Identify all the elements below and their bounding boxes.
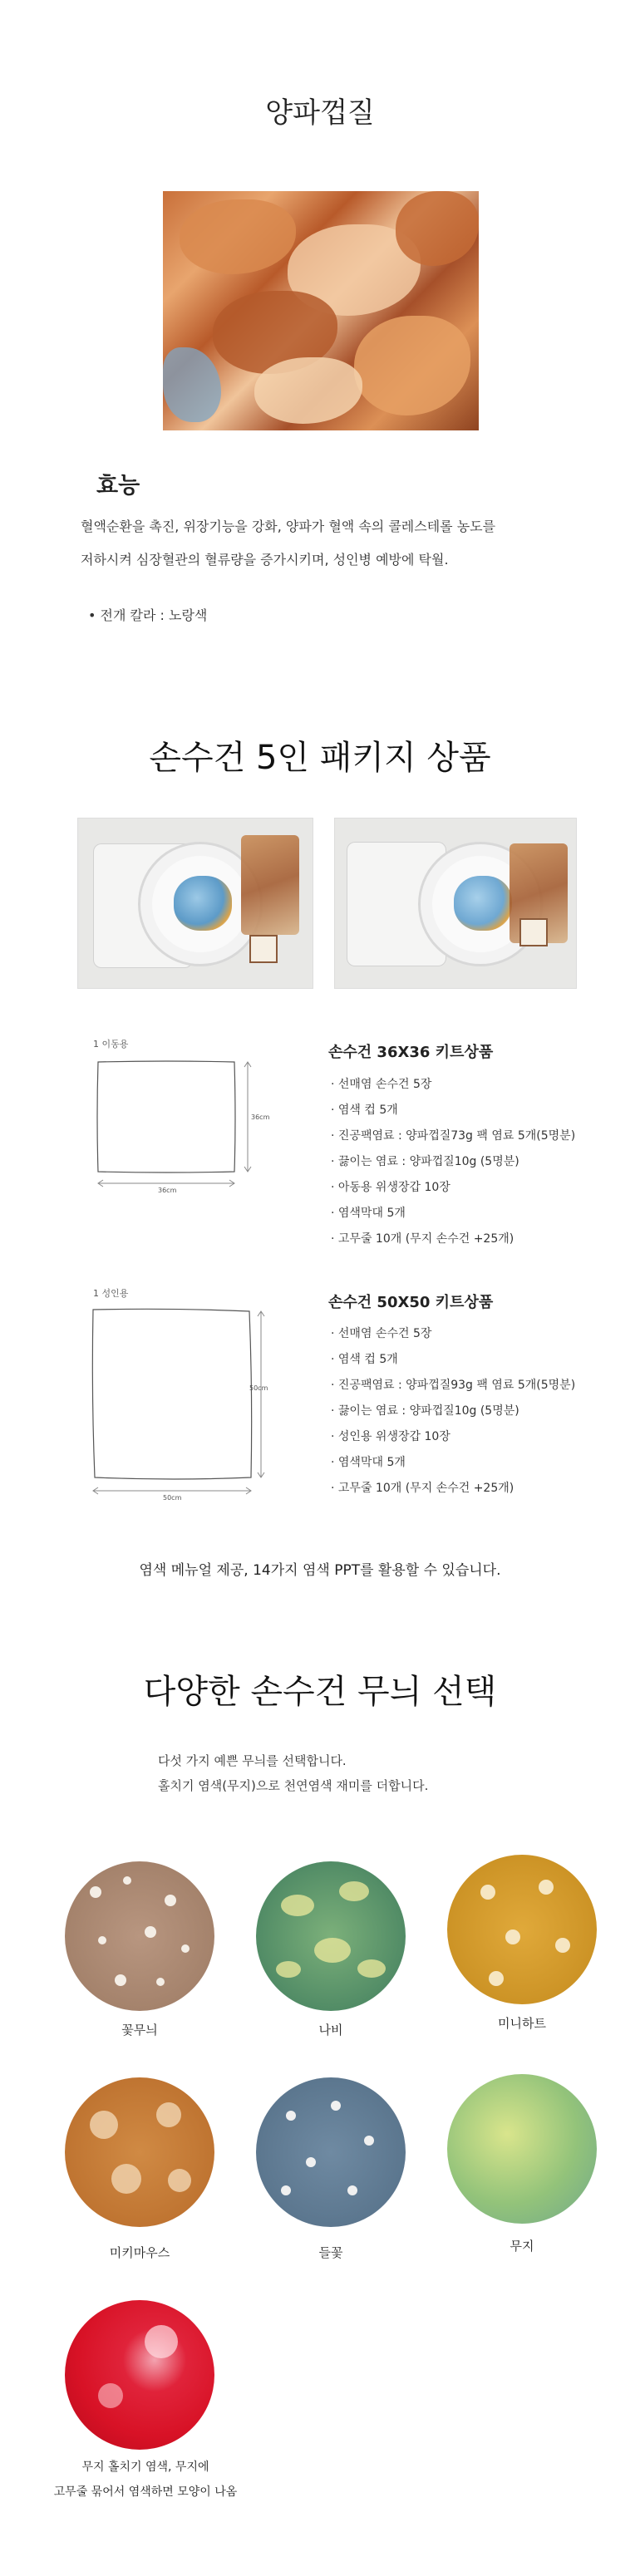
effect-description-line-2: 저하시켜 심장혈관의 혈류량을 증가시키며, 성인병 예방에 탁월.	[81, 552, 449, 568]
kit1-title: 손수건 36X36 키트상품	[328, 1044, 494, 1061]
kit2-item: · 끓이는 염료 : 양파껍질10g (5명분)	[331, 1399, 575, 1424]
pattern-swatch-tie-dye[interactable]	[65, 2300, 214, 2450]
tie-dye-note-line-1: 무지 홀치기 염색, 무지에	[81, 2460, 209, 2474]
kit1-dim-bottom: 36cm	[158, 1187, 177, 1194]
kit1-item: · 아동용 위생장갑 10장	[331, 1175, 575, 1201]
pattern-label-mickey-mouse: 미키마우스	[109, 2245, 170, 2260]
kit1-item: · 염색막대 5개	[331, 1201, 575, 1227]
kit1-item: · 끓이는 염료 : 양파껍질10g (5명분)	[331, 1149, 575, 1175]
kit1-item: · 선매염 손수건 5장	[331, 1072, 575, 1098]
pattern-swatch-butterfly[interactable]	[256, 1861, 406, 2011]
kit2-item: · 고무줄 10개 (무지 손수건 +25개)	[331, 1476, 575, 1502]
kit2-dim-side: 50cm	[249, 1384, 268, 1392]
kit2-item: · 염색 컵 5개	[331, 1347, 575, 1373]
pattern-swatch-mickey-mouse[interactable]	[65, 2077, 214, 2227]
pattern-swatch-flower[interactable]	[65, 1861, 214, 2011]
pattern-label-butterfly: 나비	[318, 2023, 343, 2038]
pattern-swatch-plain[interactable]	[447, 2074, 597, 2224]
tie-dye-note-line-2: 고무줄 묶어서 염색하면 모양이 나옴	[53, 2485, 238, 2499]
kit1-item: · 염색 컵 5개	[331, 1098, 575, 1123]
kit2-item: · 진공팩염료 : 양파껍질93g 팩 염료 5개(5명분)	[331, 1373, 575, 1399]
pattern-label-flower: 꽃무늬	[121, 2023, 158, 2038]
kit2-dim-bottom: 50cm	[163, 1494, 182, 1502]
kit1-item-list	[331, 1072, 575, 1252]
pattern-swatch-wildflower[interactable]	[256, 2077, 406, 2227]
pattern-description-line-1: 다섯 가지 예쁜 무늬를 선택합니다.	[158, 1753, 347, 1768]
pattern-label-plain: 무지	[510, 2239, 534, 2254]
kit2-item: · 성인용 위생장갑 10장	[331, 1424, 575, 1450]
kit2-size-diagram	[83, 1286, 266, 1502]
section-title-package: 손수건 5인 패키지 상품	[149, 739, 491, 777]
kit2-item: · 염색막대 5개	[331, 1450, 575, 1476]
kit1-item: · 고무줄 10개 (무지 손수건 +25개)	[331, 1227, 575, 1252]
kit1-size-diagram	[83, 1037, 270, 1195]
effect-description-line-1: 혈액순환을 촉진, 위장기능을 강화, 양파가 혈액 속의 콜레스테롤 농도를	[81, 519, 496, 534]
kit-photo-2	[334, 818, 577, 989]
kit2-item: · 선매염 손수건 5장	[331, 1321, 575, 1347]
pattern-label-wildflower: 들꽃	[318, 2245, 343, 2260]
manual-note: 염색 메뉴얼 제공, 14가지 염색 PPT를 활용할 수 있습니다.	[139, 1562, 501, 1579]
kit1-dim-side: 36cm	[251, 1113, 270, 1121]
kit1-diagram-label: 1 이동용	[93, 1039, 129, 1050]
dye-color-note: • 전개 칼라 : 노랑색	[88, 607, 208, 623]
pattern-description-line-2: 홀치기 염색(무지)으로 천연염색 재미를 더합니다.	[158, 1778, 429, 1793]
pattern-label-mini-heart: 미니하트	[498, 2016, 546, 2031]
kit-photo-1	[77, 818, 313, 989]
pattern-swatch-mini-heart[interactable]	[447, 1855, 597, 2004]
onion-peel-photo	[163, 191, 479, 430]
kit2-title: 손수건 50X50 키트상품	[328, 1294, 494, 1311]
kit1-item: · 진공팩염료 : 양파껍질73g 팩 염료 5개(5명분)	[331, 1123, 575, 1149]
effect-heading: 효능	[96, 473, 140, 499]
kit2-item-list	[331, 1321, 575, 1502]
section-title-patterns: 다양한 손수건 무늬 선택	[143, 1673, 497, 1711]
section-title-onion-peel: 양파껍질	[265, 96, 375, 130]
kit2-diagram-label: 1 성인용	[93, 1288, 129, 1299]
